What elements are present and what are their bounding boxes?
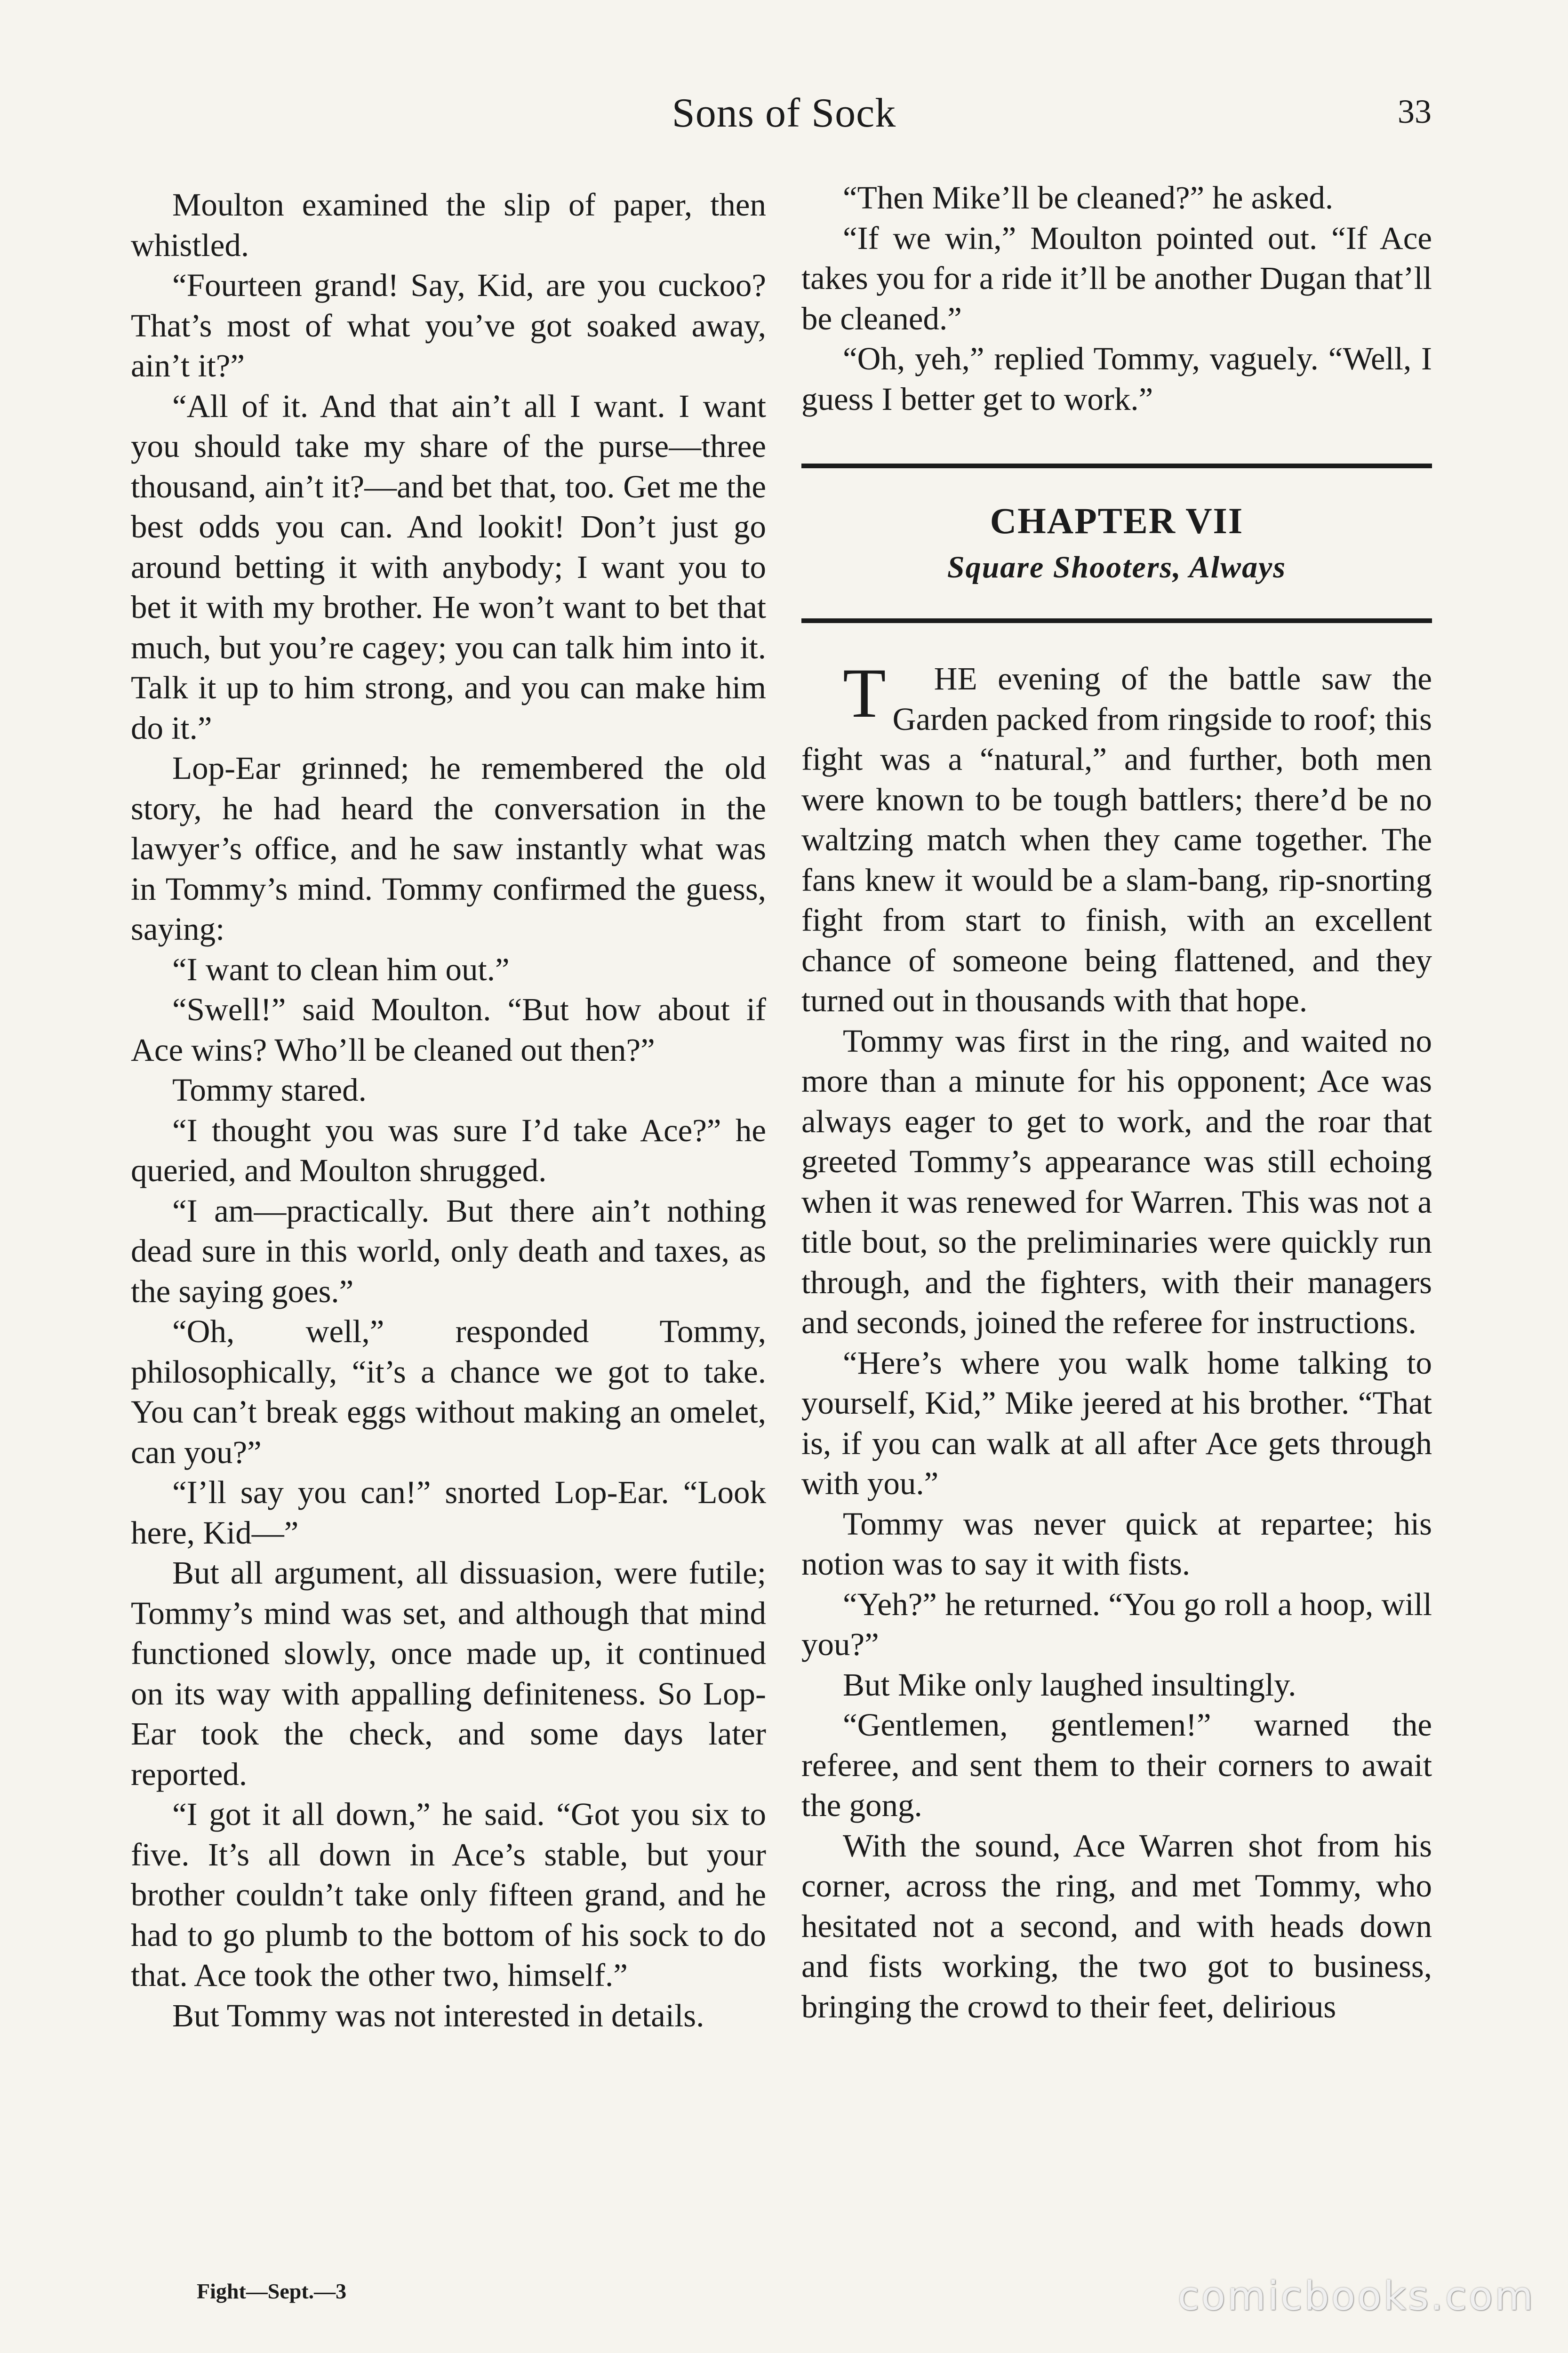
drop-cap: T	[843, 654, 886, 732]
chapter-rule-bottom	[801, 618, 1432, 623]
paragraph: “I got it all down,” he said. “Got you six to five. It’s all down in Ace’s stable, but your brother couldn’t take only fifteen grand, and he had to go plumb to the bottom of his sock to do that. Ace took the other two, himself.”	[131, 1796, 766, 1993]
paragraph: Tommy was never quick at repartee; his notion was to say it with fists.	[801, 1505, 1432, 1582]
right-column-top	[801, 178, 1432, 419]
page-header-title: Sons of Sock	[672, 90, 896, 136]
chapter-opening-paragraph	[801, 654, 1432, 1021]
page-number: 33	[1398, 93, 1432, 130]
watermark: comicbooks.com	[1177, 2273, 1535, 2319]
paragraph: “I want to clean him out.”	[172, 951, 510, 987]
paragraph: But Mike only laughed insultingly.	[843, 1666, 1296, 1703]
paragraph: “Fourteen grand! Say, Kid, are you cuckoo? That’s most of what you’ve got soaked away, ain’t it?”	[131, 267, 766, 384]
chapter-title: CHAPTER VII	[990, 500, 1244, 541]
paragraph: With the sound, Ace Warren shot from his corner, across the ring, and met Tommy, who hesitated not a second, and with heads down and fists working, the two got to business, bringing the crowd to their feet, delirious	[801, 1827, 1432, 2025]
paragraph: “Oh, yeh,” replied Tommy, vaguely. “Well, I guess I better get to work.”	[801, 341, 1432, 417]
paragraph: “Then Mike’ll be cleaned?” he asked.	[843, 180, 1334, 216]
paragraph: Moulton examined the slip of paper, then whistled.	[131, 187, 766, 263]
paragraph: “All of it. And that ain’t all I want. I want you should take my share of the purse—three thousand, ain’t it?—and bet that, too. Get me the best odds you can. And lookit! Don’t just go around betting it with anybody; I want you to bet it with my brother. He won’t want to bet that much, but you’re cagey; you can talk him into it. Talk it up to him strong, and you can make him do it.”	[131, 388, 766, 746]
left-column	[131, 185, 766, 2036]
paragraph: Tommy was first in the ring, and waited no more than a minute for his opponent; Ace was always eager to get to work, and the roar that greeted Tommy’s appearance was still echoing when it was renewed for Warren. This was not a title bout, so the preliminaries were quickly run through, and the fighters, with their managers and seconds, joined the referee for instructions.	[801, 1023, 1432, 1340]
footer-signature-note: Fight—Sept.—3	[197, 2279, 347, 2303]
paragraph: Tommy stared.	[172, 1072, 367, 1108]
chapter-rule-top	[801, 464, 1432, 468]
paragraph: “I am—practically. But there ain’t nothing dead sure in this world, only death and taxes, as the saying goes.”	[131, 1193, 766, 1309]
right-column-main	[801, 654, 1432, 2027]
paragraph: “Oh, well,” responded Tommy, philosophically, “it’s a chance we got to take. You can’t break eggs without making an omelet, can you?”	[131, 1313, 766, 1470]
chapter-subtitle: Square Shooters, Always	[947, 550, 1287, 584]
paragraph: “If we win,” Moulton pointed out. “If Ace takes you for a ride it’ll be another Dugan that’ll be cleaned.”	[801, 220, 1432, 336]
paragraph: “Gentlemen, gentlemen!” warned the referee, and sent them to their corners to await the gong.	[801, 1707, 1432, 1823]
opening-text: HE evening of the battle saw the Garden packed from ringside to roof; this fight was a “natural,” and further, both men were known to be tough battlers; there’d be no waltzing match when they came together. The fans knew it would be a slam-bang, rip-snorting fight from start to finish, with an excellent chance of someone being flattened, and they turned out in thousands with that hope.	[801, 661, 1432, 1018]
paragraph: “Yeh?” he returned. “You go roll a hoop, will you?”	[801, 1586, 1432, 1662]
paragraph: “I thought you was sure I’d take Ace?” he queried, and Moulton shrugged.	[131, 1112, 766, 1188]
paragraph: “Swell!” said Moulton. “But how about if Ace wins? Who’ll be cleaned out then?”	[131, 992, 766, 1068]
paragraph: But all argument, all dissuasion, were futile; Tommy’s mind was set, and although that mind functioned slowly, once made up, it continued on its way with appalling definiteness. So Lop-Ear took the check, and some days later reported.	[131, 1555, 766, 1792]
paragraph: “Here’s where you walk home talking to yourself, Kid,” Mike jeered at his brother. “That is, if you can walk at all after Ace gets through with you.”	[801, 1345, 1432, 1501]
paragraph: “I’ll say you can!” snorted Lop-Ear. “Look here, Kid—”	[131, 1474, 766, 1551]
paragraph: Lop-Ear grinned; he remembered the old story, he had heard the conversation in the lawyer’s office, and he saw instantly what was in Tommy’s mind. Tommy confirmed the guess, saying:	[131, 750, 766, 947]
paragraph: But Tommy was not interested in details.	[172, 1997, 704, 2033]
